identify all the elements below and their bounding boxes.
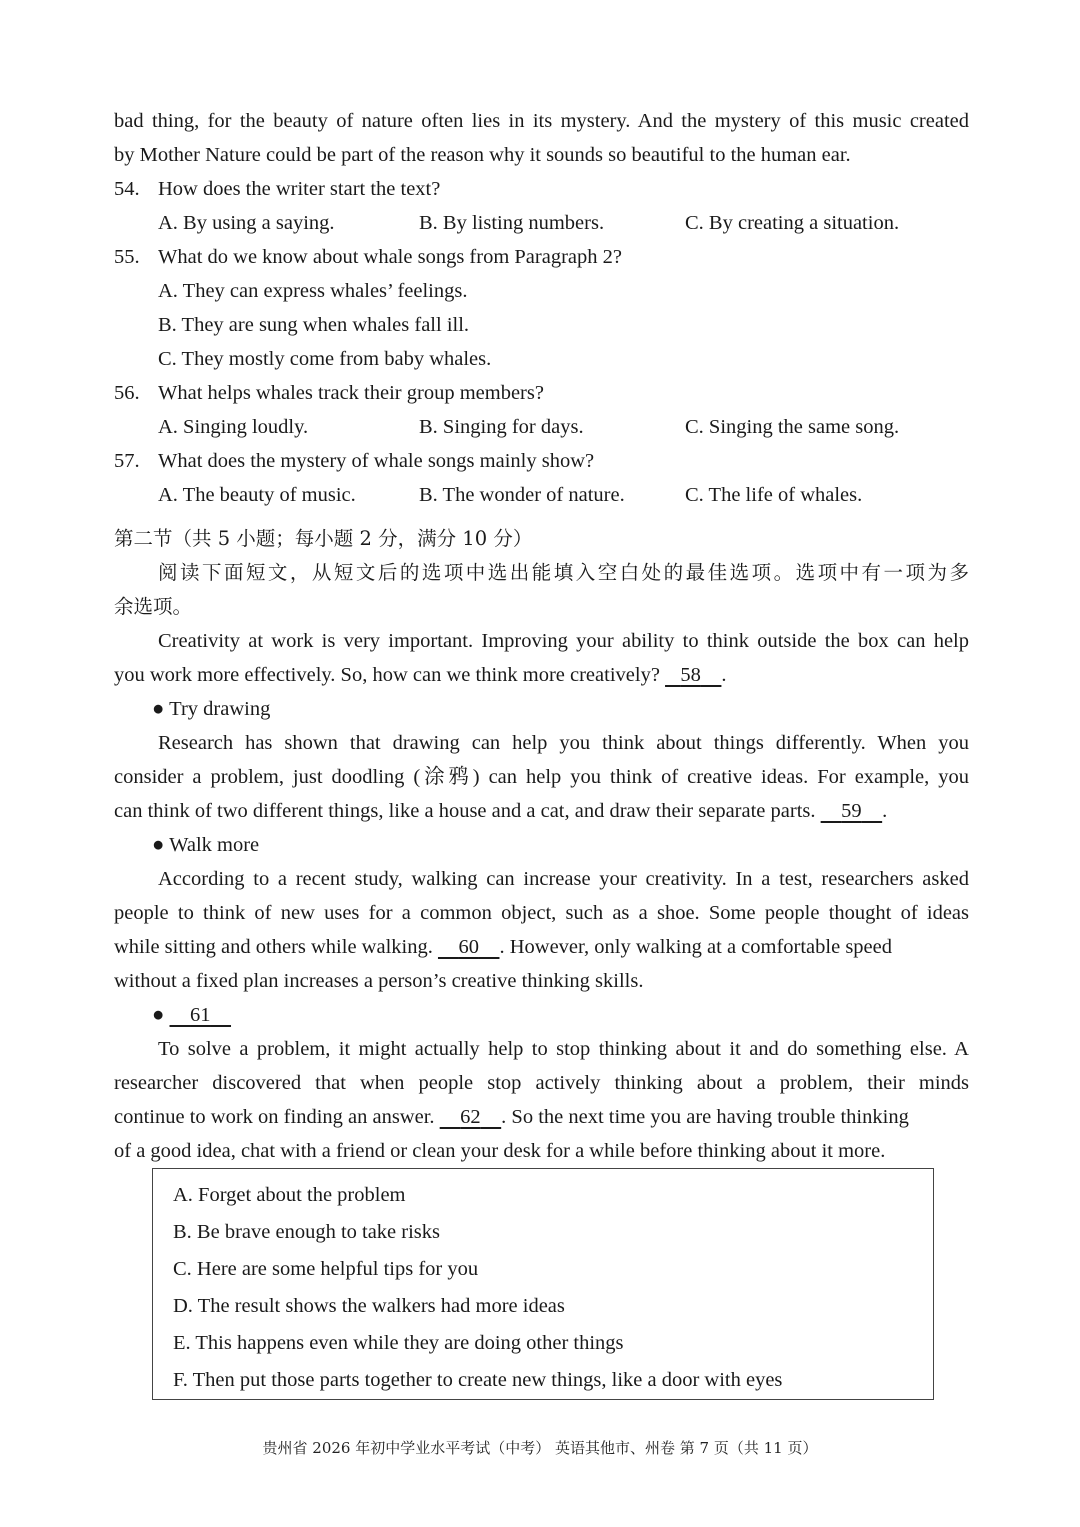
subheading: ● Walk more bbox=[152, 834, 260, 856]
option-c[interactable]: C. They mostly come from baby whales. bbox=[158, 348, 492, 370]
answer-options-box bbox=[152, 1168, 934, 1400]
option-c[interactable]: C. By creating a situation. bbox=[685, 212, 900, 234]
exam-page bbox=[114, 104, 969, 1168]
section-instruction: 阅读下面短文，从短文后的选项中选出能填入空白处的最佳选项。选项中有一项为多 bbox=[158, 561, 969, 584]
blank-number: 61 bbox=[190, 1004, 211, 1026]
section-instruction: 余选项。 bbox=[114, 595, 193, 618]
article-line: consider a problem, just doodling (涂鸦) can help you think of creative ideas. For example, you bbox=[114, 766, 969, 788]
subheading-text: Try drawing bbox=[169, 698, 271, 720]
subheading: ● Try drawing bbox=[152, 698, 271, 720]
blank-58[interactable] bbox=[665, 658, 721, 692]
article-line: without a fixed plan increases a person’s creative thinking skills. bbox=[114, 970, 644, 992]
question-text: What do we know about whale songs from Paragraph 2? bbox=[158, 246, 622, 268]
passage-line: by Mother Nature could be part of the reason why it sounds so beautiful to the human ear. bbox=[114, 144, 851, 166]
question-number: 54. bbox=[114, 178, 140, 200]
article-line: people to think of new uses for a common object, such as a shoe. Some people thought of ideas bbox=[114, 902, 969, 924]
question-55 bbox=[114, 240, 969, 274]
option-c[interactable]: C. Singing the same song. bbox=[685, 416, 900, 438]
option-a[interactable]: A. The beauty of music. bbox=[158, 484, 356, 506]
subheading-text: Walk more bbox=[169, 834, 260, 856]
article-text: while sitting and others while walking. bbox=[114, 936, 433, 958]
article-line: can think of two different things, like a house and a cat, and draw their separate parts. 59 . bbox=[114, 794, 969, 828]
question-number: 55. bbox=[114, 246, 140, 268]
question-56 bbox=[114, 376, 969, 410]
section-heading: 第二节（共 5 小题；每小题 2 分，满分 10 分） bbox=[114, 527, 533, 550]
question-54-options bbox=[114, 206, 969, 240]
question-54 bbox=[114, 172, 969, 206]
article-paragraph: Research has shown that drawing can help you think about things differently. When you bbox=[158, 732, 969, 754]
article-line: researcher discovered that when people stop actively thinking about a problem, their minds bbox=[114, 1072, 969, 1094]
page-footer: 贵州省 2026 年初中学业水平考试（中考） 英语其他市、州卷 第 7 页（共 11 页） bbox=[262, 1439, 818, 1457]
blank-60[interactable] bbox=[438, 930, 500, 964]
article-paragraph: To solve a problem, it might actually help to stop thinking about it and do something else. A bbox=[158, 1038, 969, 1060]
answer-option-b[interactable]: B. Be brave enough to take risks bbox=[173, 1221, 441, 1243]
option-c[interactable]: C. The life of whales. bbox=[685, 484, 863, 506]
article-text: continue to work on finding an answer. bbox=[114, 1106, 435, 1128]
question-57 bbox=[114, 444, 969, 478]
option-b[interactable]: B. By listing numbers. bbox=[419, 212, 605, 234]
answer-option-c[interactable]: C. Here are some helpful tips for you bbox=[173, 1258, 479, 1280]
blank-number: 58 bbox=[680, 664, 701, 686]
question-text: How does the writer start the text? bbox=[158, 178, 441, 200]
option-a[interactable]: A. Singing loudly. bbox=[158, 416, 309, 438]
blank-62[interactable] bbox=[440, 1100, 502, 1134]
article-line: of a good idea, chat with a friend or clean your desk for a while before thinking about it more. bbox=[114, 1140, 886, 1162]
article-paragraph: Creativity at work is very important. Improving your ability to think outside the box can help bbox=[158, 630, 969, 652]
passage-line: bad thing, for the beauty of nature often lies in its mystery. And the mystery of this music created bbox=[114, 110, 969, 132]
blank-number: 60 bbox=[458, 936, 479, 958]
blank-61[interactable] bbox=[170, 998, 232, 1032]
subheading: ● 61 bbox=[114, 998, 969, 1032]
option-a[interactable]: A. They can express whales’ feelings. bbox=[158, 280, 468, 302]
answer-option-f[interactable]: F. Then put those parts together to create new things, like a door with eyes bbox=[173, 1369, 783, 1391]
question-number: 57. bbox=[114, 450, 140, 472]
answer-option-d[interactable]: D. The result shows the walkers had more ideas bbox=[173, 1295, 565, 1317]
question-number: 56. bbox=[114, 382, 140, 404]
article-text: . However, only walking at a comfortable speed bbox=[499, 936, 893, 958]
article-text: . So the next time you are having trouble thinking bbox=[501, 1106, 909, 1128]
article-text: can think of two different things, like a house and a cat, and draw their separate parts. bbox=[114, 800, 816, 822]
blank-number: 59 bbox=[841, 800, 862, 822]
article-line: you work more effectively. So, how can we think more creatively? 58 . bbox=[114, 658, 969, 692]
article-text: you work more effectively. So, how can we think more creatively? bbox=[114, 664, 660, 686]
question-57-options bbox=[114, 478, 969, 512]
option-b[interactable]: B. They are sung when whales fall ill. bbox=[158, 314, 470, 336]
question-text: What does the mystery of whale songs mainly show? bbox=[158, 450, 595, 472]
question-text: What helps whales track their group members? bbox=[158, 382, 544, 404]
answer-option-e[interactable]: E. This happens even while they are doing other things bbox=[173, 1332, 624, 1354]
question-56-options bbox=[114, 410, 969, 444]
answer-option-a[interactable]: A. Forget about the problem bbox=[173, 1184, 406, 1206]
article-line bbox=[114, 1100, 969, 1134]
option-b[interactable]: B. The wonder of nature. bbox=[419, 484, 625, 506]
option-a[interactable]: A. By using a saying. bbox=[158, 212, 335, 234]
article-line bbox=[114, 930, 969, 964]
blank-number: 62 bbox=[460, 1106, 481, 1128]
option-b[interactable]: B. Singing for days. bbox=[419, 416, 584, 438]
article-paragraph: According to a recent study, walking can increase your creativity. In a test, researchers asked bbox=[158, 868, 969, 890]
blank-59[interactable] bbox=[821, 794, 883, 828]
